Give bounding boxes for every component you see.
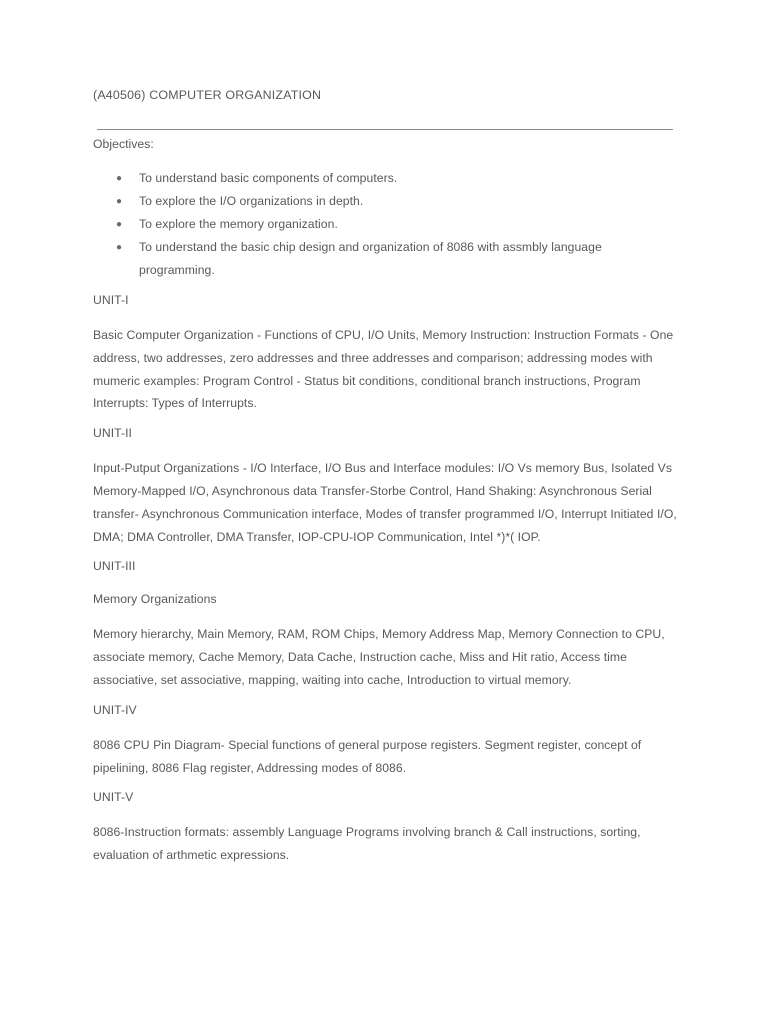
unit-3-heading: UNIT-III	[93, 559, 136, 574]
unit-4-body: 8086 CPU Pin Diagram- Special functions of general purpose registers. Segment register, concept of pipelining, 8086 Flag register, Addressing modes of 8086.	[93, 737, 642, 775]
unit-1-section	[93, 291, 678, 415]
objective-text: To understand the basic chip design and organization of 8086 with assmbly language programming.	[139, 240, 602, 277]
unit-1-body: Basic Computer Organization - Functions of CPU, I/O Units, Memory Instruction: Instruction Formats - One address, two addresses, zero addresses and three addresses and comparison; addressing modes with mumeric examples: Program Control - Status bit conditions, conditional branch instructions, Program Interrupts: Types of Interrupts.	[93, 328, 674, 411]
objective-item	[93, 190, 678, 213]
unit-1-heading: UNIT-I	[93, 293, 129, 307]
unit-4-section	[93, 701, 678, 780]
unit-3-section	[93, 557, 678, 691]
bullet-icon: ●	[116, 219, 123, 230]
unit-2-section	[93, 424, 678, 548]
bullet-icon: ●	[116, 196, 123, 207]
unit-2-heading: UNIT-II	[93, 426, 132, 441]
objective-item	[93, 167, 678, 190]
bullet-icon: ●	[116, 242, 123, 253]
title-divider	[97, 129, 673, 130]
course-title: (A40506) COMPUTER ORGANIZATION	[93, 88, 322, 102]
unit-2-body: Input-Putput Organizations - I/O Interface, I/O Bus and Interface modules: I/O Vs memory Bus, Isolated Vs Memory-Mapped I/O, Asynchronous data Transfer-Storbe Control, Hand Shaking: Asynchronous Serial transfer- Asynchronous Communication interface, Modes of transfer programmed I/O, Interrupt Initiated I/O, DMA; DMA Controller, DMA Transfer, IOP-CPU-IOP Communication, Intel *)*( IOP.	[93, 461, 677, 544]
objective-text: To explore the memory organization.	[139, 217, 338, 231]
bullet-icon: ●	[116, 173, 123, 184]
unit-5-heading: UNIT-V	[93, 790, 134, 805]
unit-5-section	[93, 788, 678, 867]
objective-text: To explore the I/O organizations in depth.	[139, 194, 364, 208]
unit-4-heading: UNIT-IV	[93, 702, 137, 717]
objectives-heading: Objectives:	[93, 137, 154, 151]
unit-5-body: 8086-Instruction formats: assembly Language Programs involving branch & Call instructions, sorting, evaluation of arthmetic expressions.	[93, 825, 641, 863]
unit-3-body: Memory hierarchy, Main Memory, RAM, ROM Chips, Memory Address Map, Memory Connection to CPU, associate memory, Cache Memory, Data Cache, Instruction cache, Miss and Hit ratio, Access time associative, set associative, mapping, waiting into cache, Introduction to virtual memory.	[93, 627, 665, 687]
objectives-list	[93, 167, 678, 282]
objective-item	[93, 213, 678, 236]
unit-3-subheading: Memory Organizations	[93, 592, 217, 607]
objective-text: To understand basic components of computers.	[139, 171, 398, 185]
document-page	[93, 86, 678, 867]
objective-item	[93, 236, 678, 282]
